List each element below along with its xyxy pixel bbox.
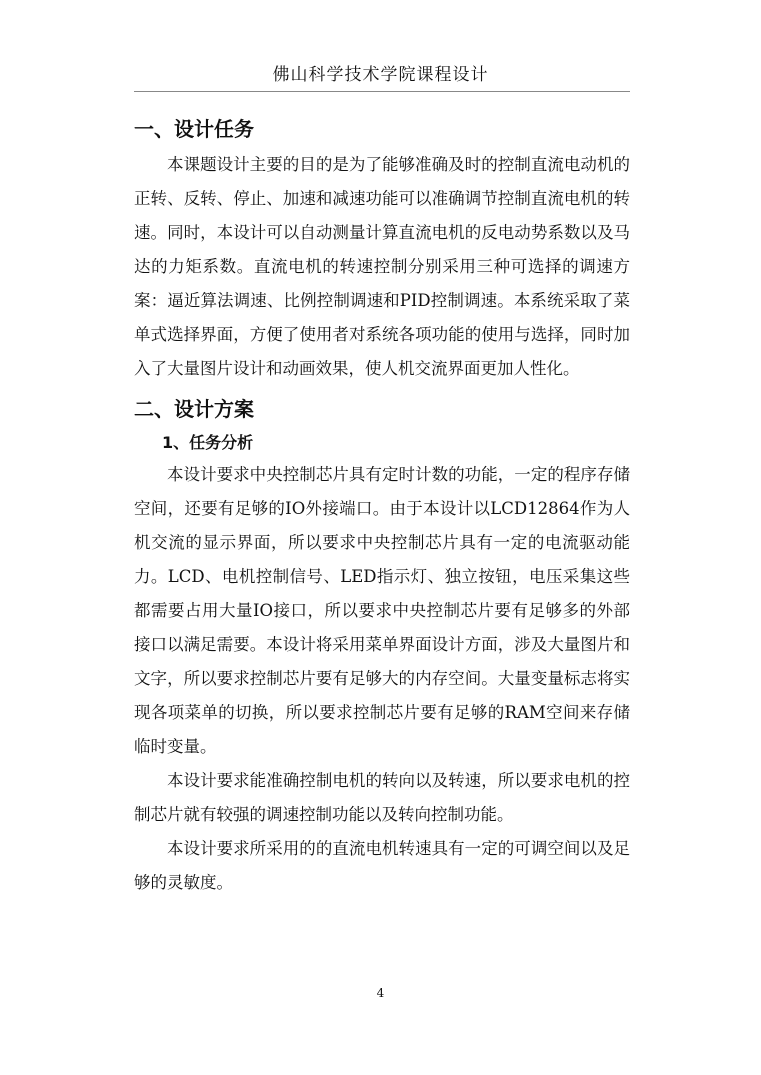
header-rule bbox=[134, 91, 630, 92]
page-header: 佛山科学技术学院课程设计 bbox=[272, 65, 489, 85]
section-title-design-task: 一、设计任务 bbox=[134, 117, 254, 141]
body-paragraph: 本设计要求中央控制芯片具有定时计数的功能，一定的程序存储空间，还要有足够的IO外接端口。由于本设计以LCD12864作为人机交流的显示界面，所以要求中央控制芯片具有一定的电流驱动能力。LCD、电机控制信号、LED指示灯、独立按钮，电压采集这些都需要占用大量IO接口，所以要求中央控制芯片要有足够多的外部接口以满足需要。本设计将采用菜单界面设计方面，涉及大量图片和文字，所以要求控制芯片要有足够大的内存空间。大量变量标志将实现各项菜单的切换，所以要求控制芯片要有足够的RAM空间来存储临时变量。 bbox=[134, 465, 630, 756]
body-paragraph: 本设计要求能准确控制电机的转向以及转速，所以要求电机的控制芯片就有较强的调速控制功能以及转向控制功能。 bbox=[134, 771, 630, 824]
document-body bbox=[134, 110, 630, 900]
page-number: 4 bbox=[376, 986, 385, 1000]
body-paragraph: 本课题设计主要的目的是为了能够准确及时的控制直流电动机的正转、反转、停止、加速和减速功能可以准确调节控制直流电机的转速。同时，本设计可以自动测量计算直流电机的反电动势系数以及马达的力矩系数。直流电机的转速控制分别采用三种可选择的调速方案：逼近算法调速、比例控制调速和PID控制调速。本系统采取了菜单式选择界面，方便了使用者对系统各项功能的使用与选择，同时加入了大量图片设计和动画效果，使人机交流界面更加人性化。 bbox=[134, 155, 630, 378]
section-title-design-plan: 二、设计方案 bbox=[134, 397, 254, 421]
subsection-title-task-analysis: 1、任务分析 bbox=[162, 433, 254, 452]
body-paragraph: 本设计要求所采用的的直流电机转速具有一定的可调空间以及足够的灵敏度。 bbox=[134, 839, 630, 892]
